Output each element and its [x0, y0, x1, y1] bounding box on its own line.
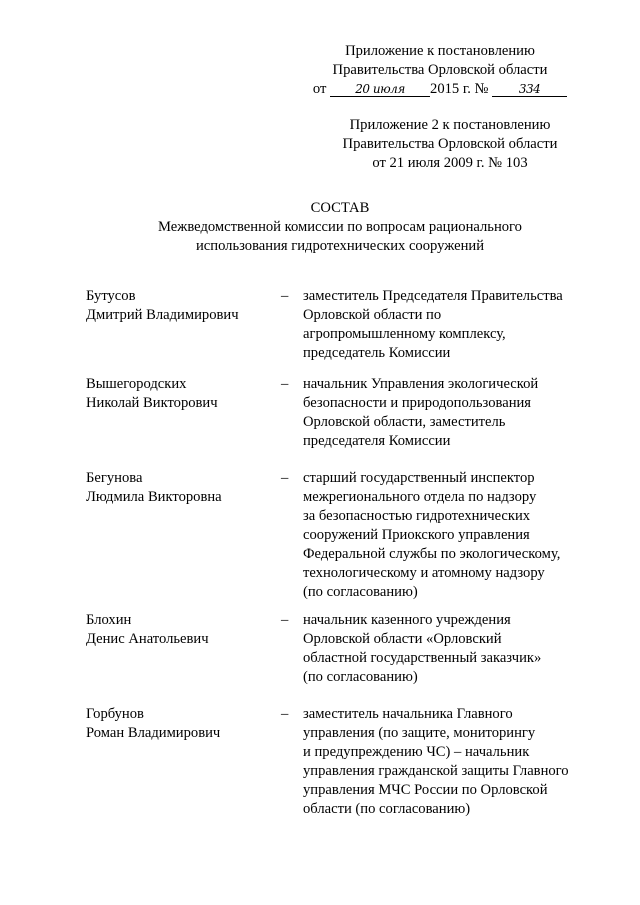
member-name — [86, 469, 276, 507]
member-given-names: Роман Владимирович — [86, 725, 221, 741]
member-surname: Бутусов — [86, 288, 136, 304]
role-line: области (по согласованию) — [303, 801, 471, 817]
member-surname: Блохин — [86, 612, 132, 628]
role-line: старший государственный инспектор — [303, 470, 535, 486]
role-line: начальник казенного учреждения — [303, 612, 511, 628]
document-heading — [100, 199, 580, 256]
member-given-names: Николай Викторович — [86, 395, 218, 411]
role-line: Орловской области по — [303, 307, 442, 323]
role-line: заместитель начальника Главного — [303, 706, 513, 722]
role-line: и предупреждению ЧС) – начальник — [303, 744, 530, 760]
role-line: Федеральной службы по экологическому, — [303, 546, 561, 562]
member-given-names: Людмила Викторовна — [86, 489, 222, 505]
member-name — [86, 287, 276, 325]
member-given-names: Дмитрий Владимирович — [86, 307, 239, 323]
dash-separator: – — [281, 376, 289, 392]
member-role — [303, 287, 603, 363]
dash-separator: – — [281, 288, 289, 304]
role-line: агропромышленному комплексу, — [303, 326, 506, 342]
member-name — [86, 611, 276, 649]
annex-line: Правительства Орловской области — [342, 136, 558, 152]
role-line: управления гражданской защиты Главного — [303, 763, 569, 779]
member-given-names: Денис Анатольевич — [86, 631, 209, 647]
role-line: (по согласованию) — [303, 584, 418, 600]
handwritten-number: 334 — [492, 82, 567, 97]
role-line: начальник Управления экологической — [303, 376, 539, 392]
annex-line: Правительства Орловской области — [332, 62, 548, 78]
annex-header-original — [310, 116, 590, 173]
role-line: за безопасностью гидротехнических — [303, 508, 531, 524]
role-line: сооружений Приокского управления — [303, 527, 530, 543]
annex-header-current — [300, 42, 580, 99]
member-role — [303, 705, 603, 819]
dash-separator: – — [281, 706, 289, 722]
annex-date-line — [300, 80, 580, 99]
member-name — [86, 705, 276, 743]
member-name — [86, 375, 276, 413]
member-role — [303, 469, 603, 602]
from-label: от — [312, 81, 327, 97]
role-line: безопасности и природопользования — [303, 395, 532, 411]
member-surname: Вышегородских — [86, 376, 187, 392]
annex-line: Приложение 2 к постановлению — [349, 117, 551, 133]
annex-line: Приложение к постановлению — [345, 43, 535, 59]
annex-line: от 21 июля 2009 г. № 103 — [372, 155, 528, 171]
role-line: (по согласованию) — [303, 669, 418, 685]
role-line: технологическому и атомному надзору — [303, 565, 545, 581]
member-surname: Горбунов — [86, 706, 144, 722]
role-line: Орловской области, заместитель — [303, 414, 506, 430]
role-line: управления МЧС России по Орловской — [303, 782, 548, 798]
dash-separator: – — [281, 470, 289, 486]
document-title: СОСТАВ — [310, 200, 370, 216]
handwritten-date: 20 июля — [330, 82, 430, 97]
member-surname: Бегунова — [86, 470, 143, 486]
document-subtitle: Межведомственной комиссии по вопросам рационального — [158, 219, 522, 235]
dash-separator: – — [281, 612, 289, 628]
year-number-label: 2015 г. № — [430, 81, 489, 97]
role-line: председатель Комиссии — [303, 345, 451, 361]
role-line: межрегионального отдела по надзору — [303, 489, 537, 505]
document-subtitle: использования гидротехнических сооружений — [195, 238, 485, 254]
member-role — [303, 375, 603, 451]
role-line: заместитель Председателя Правительства — [303, 288, 563, 304]
role-line: Орловской области «Орловский — [303, 631, 502, 647]
member-role — [303, 611, 603, 687]
role-line: областной государственный заказчик» — [303, 650, 542, 666]
role-line: управления (по защите, мониторингу — [303, 725, 536, 741]
role-line: председателя Комиссии — [303, 433, 451, 449]
